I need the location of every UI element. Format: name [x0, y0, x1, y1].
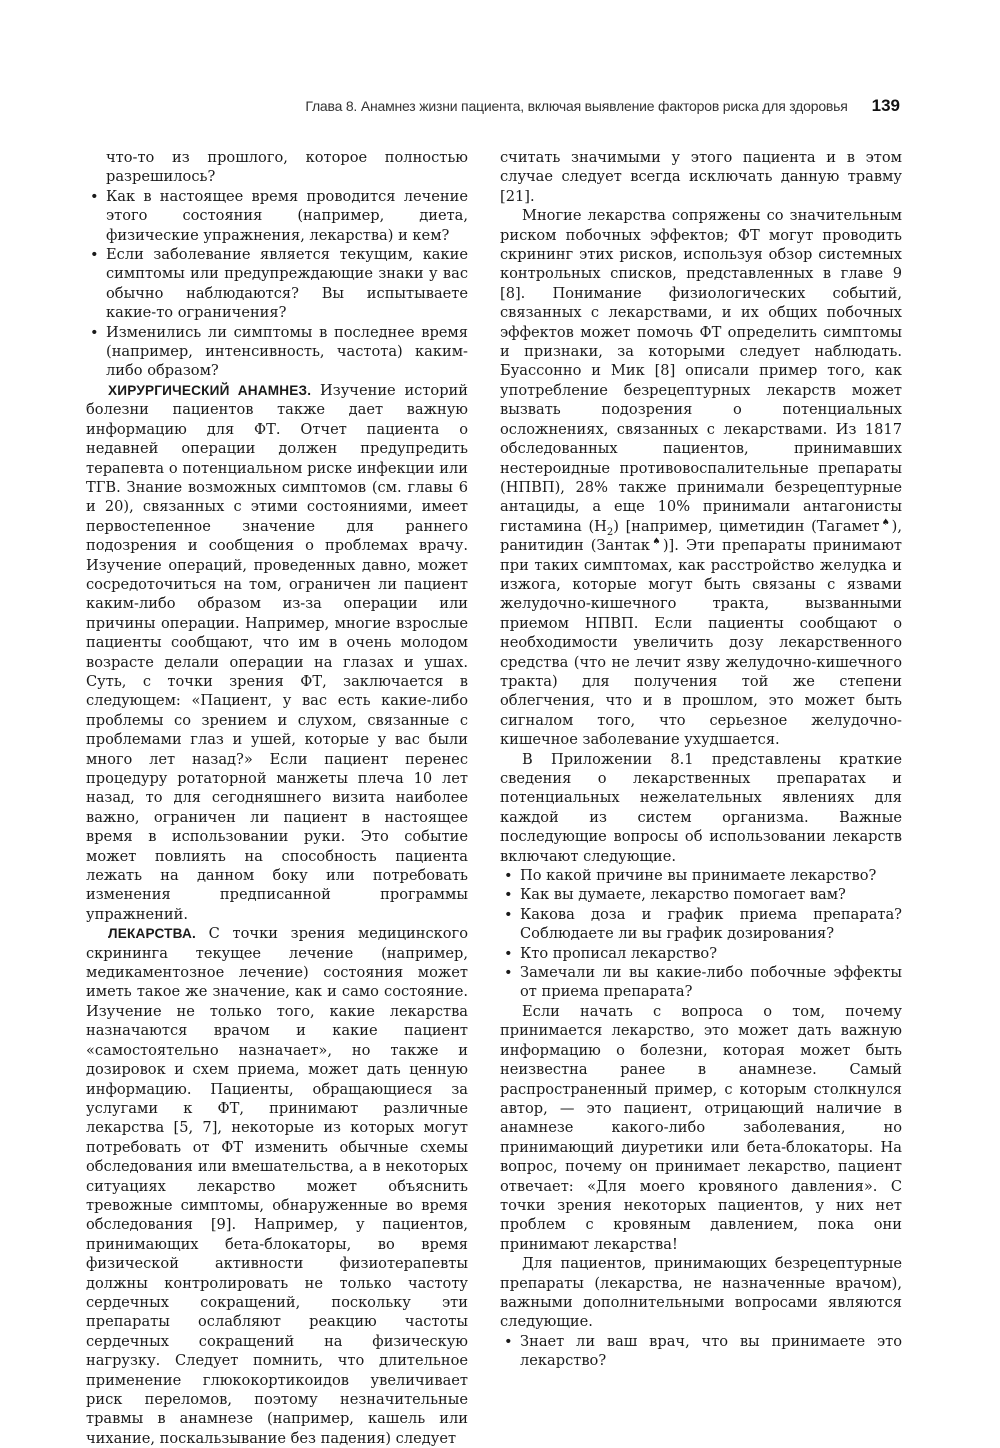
page-number: 139 — [871, 96, 900, 115]
paragraph-continuation: считать значимыми у этого пациента и в этом случае следует всегда исключать данную травму [21]. — [500, 149, 902, 205]
medications-paragraph — [86, 924, 468, 1448]
list-item: • Как вы думаете, лекарство помогает вам? — [500, 885, 902, 904]
otc-paragraph: Для пациентов, принимающих безрецептурные препараты (лекарства, не назначенные врачом), важными дополнительными вопросами являются следующие. — [500, 1255, 902, 1331]
list-item: • По какой причине вы принимаете лекарство? — [500, 866, 902, 885]
list-item: • Если заболевание является текущим, какие симптомы или предупреждающие знаки у вас обычно наблюдаются? Вы испытываете какие-то ограничения? — [86, 245, 468, 323]
history-questions-list — [86, 187, 468, 381]
paragraph-text: ), ранитидин (Зантак — [500, 517, 903, 555]
section-heading-medications: ЛЕКАРСТВА. — [108, 926, 196, 942]
subscript: 2 — [606, 526, 614, 538]
list-item: • Кто прописал лекарство? — [500, 944, 902, 963]
medication-questions-list — [500, 866, 902, 1002]
bullet-continuation: что-то из прошлого, которое полностью разрешилось? — [106, 149, 468, 186]
paragraph-text: Изучение историй болезни пациентов также дает важную информацию для ФТ. Отчет пациента о недавней операции должен предупредить терапевта о потенциальном риске инфекции или ТГВ. Знание возможных симптомов (см. главы 6 и 20), связанных с этими состояниями, имеет первостепенное значение для раннего подозрения и сообщения о проблемах врачу. Изучение операций, проведенных давно, может сосредоточиться на том, ограничен ли пациент каким-либо образом из-за операции или причины операции. Например, многие взрослые пациенты сообщают, что им в очень молодом возрасте делали операции на глазах и ушах. Суть, с точки зрения ФТ, заключается в следующем: «Пациент, у вас есть какие-либо проблемы со зрением и слухом, связанные с проблемами глаз и ушей, которые у вас были много лет назад?» Если пациент перенес процедуру ротаторной манжеты плеча 10 лет назад, то для сегодняшнего визита наиболее важно, ограничен ли пациент в настоящее время в использовании руки. Это событие может повлиять на способность пациента лежать на данном боку или потребовать изменения предписанной программы упражнений. — [86, 381, 468, 923]
section-heading-surgical: ХИРУРГИЧЕСКИЙ АНАМНЕЗ. — [108, 382, 312, 398]
left-column — [86, 148, 468, 1448]
list-item: • Какова доза и график приема препарата? Соблюдаете ли вы график дозирования? — [500, 905, 902, 944]
list-item: • Замечали ли вы какие-либо побочные эффекты от приема препарата? — [500, 963, 902, 1002]
chapter-title: Глава 8. Анамнез жизни пациента, включая выявление факторов риска для здоровья — [305, 98, 848, 114]
appendix-paragraph: В Приложении 8.1 представлены краткие сведения о лекарственных препаратах и потенциальных нежелательных явлениях для каждой из систем организма. Важные последующие вопросы об использовании лекарств включают следующие. — [500, 750, 902, 865]
paragraph-text: С точки зрения медицинского скрининга текущее лечение (например, медикаментозное лечение) состояния может иметь такое же значение, как и само состояние. Изучение не только того, какие лекарства назначаются врачом и какие пациент «самостоятельно назначает», но также и дозировок и схем приема, может дать ценную информацию. Пациенты, обращающиеся за услугами к ФТ, принимают различные лекарства [5, 7], некоторые из которых могут потребовать от ФТ изменить обычные схемы обследования или вмешательства, а в некоторых ситуациях лекарство может объяснить тревожные симптомы, обнаруженные во время обследования [9]. Например, у пациентов, принимающих бета-блокаторы, во время физической активности физиотерапевты должны контролировать не только частоту сердечных сокращений, поскольку эти препараты ослабляют реакцию частоты сердечных сокращений на физическую нагрузку. Следует помнить, что длительное применение глюкокортикоидов увеличивает риск переломов, поэтому незначительные травмы в анамнезе (например, кашель или чихание, поскальзывание без падения) следует — [86, 925, 468, 1447]
example-paragraph: Если начать с вопроса о том, почему принимается лекарство, это может дать важную информацию о болезни, которая может быть неизвестна ранее в анамнезе. Самый распространенный пример, с которым столкнулся автор, — это пациент, отрицающий наличие в анамнезе какого-либо заболевания, но принимающий диуретики или бета-блокаторы. На вопрос, почему он принимает лекарство, пациент отвечает: «Для моего кровяного давления». С точки зрения некоторых пациентов, у них нет проблем с кровяным давлением, пока они принимают лекарства! — [500, 1002, 902, 1253]
trademark-mark: ♠ — [879, 517, 892, 528]
list-item: • Изменились ли симптомы в последнее время (например, интенсивность, частота) каким-либо образом? — [86, 323, 468, 381]
surgical-history-paragraph — [86, 381, 468, 924]
list-item: • Как в настоящее время проводится лечение этого состояния (например, диета, физические упражнения, лекарства) и кем? — [86, 187, 468, 245]
paragraph-text: )]. Эти препараты принимают при таких симптомах, как расстройство желудка и изжога, которые могут быть связаны с язвами желудочно-кишечного тракта, вызванными приемом НПВП. Если пациенты сообщают о необходимости увеличить дозу лекарственного средства (что не лечит язву желудочно-кишечного тракта) для получения той же степени облегчения, что и в прошлом, это может быть сигналом того, что серьезное желудочно-кишечное заболевание ухудшается. — [500, 537, 903, 749]
list-item: • Знает ли ваш врач, что вы принимаете это лекарство? — [500, 1332, 902, 1371]
paragraph-text: Многие лекарства сопряжены со значительным риском побочных эффектов; ФТ могут проводить скрининг этих рисков, используя обзор системных контрольных списков, представленных в главе 9 [8]. Понимание физиологических событий, связанных с лекарствами, и их общих побочных эффектов может помочь ФТ определить симптомы и признаки, за которыми следует наблюдать. Буассонно и Мик [8] описали пример того, как употребление безрецептурных лекарств может вызвать подозрения о потенциальных осложнениях, связанных с лекарствами. Из 1817 обследованных пациентов, принимавших нестероидные противовоспалительные препараты (НПВП), 28% также принимали безрецептурные антациды, а еще 10% принимали антагонисты гистамина (H — [500, 207, 902, 535]
paragraph-text: ) [например, циметидин (Тагамет — [613, 517, 880, 535]
right-column — [500, 148, 902, 1371]
otc-questions-list — [500, 1332, 902, 1371]
trademark-mark: ♠ — [649, 537, 663, 548]
running-head — [100, 96, 900, 116]
side-effects-paragraph — [500, 206, 902, 749]
